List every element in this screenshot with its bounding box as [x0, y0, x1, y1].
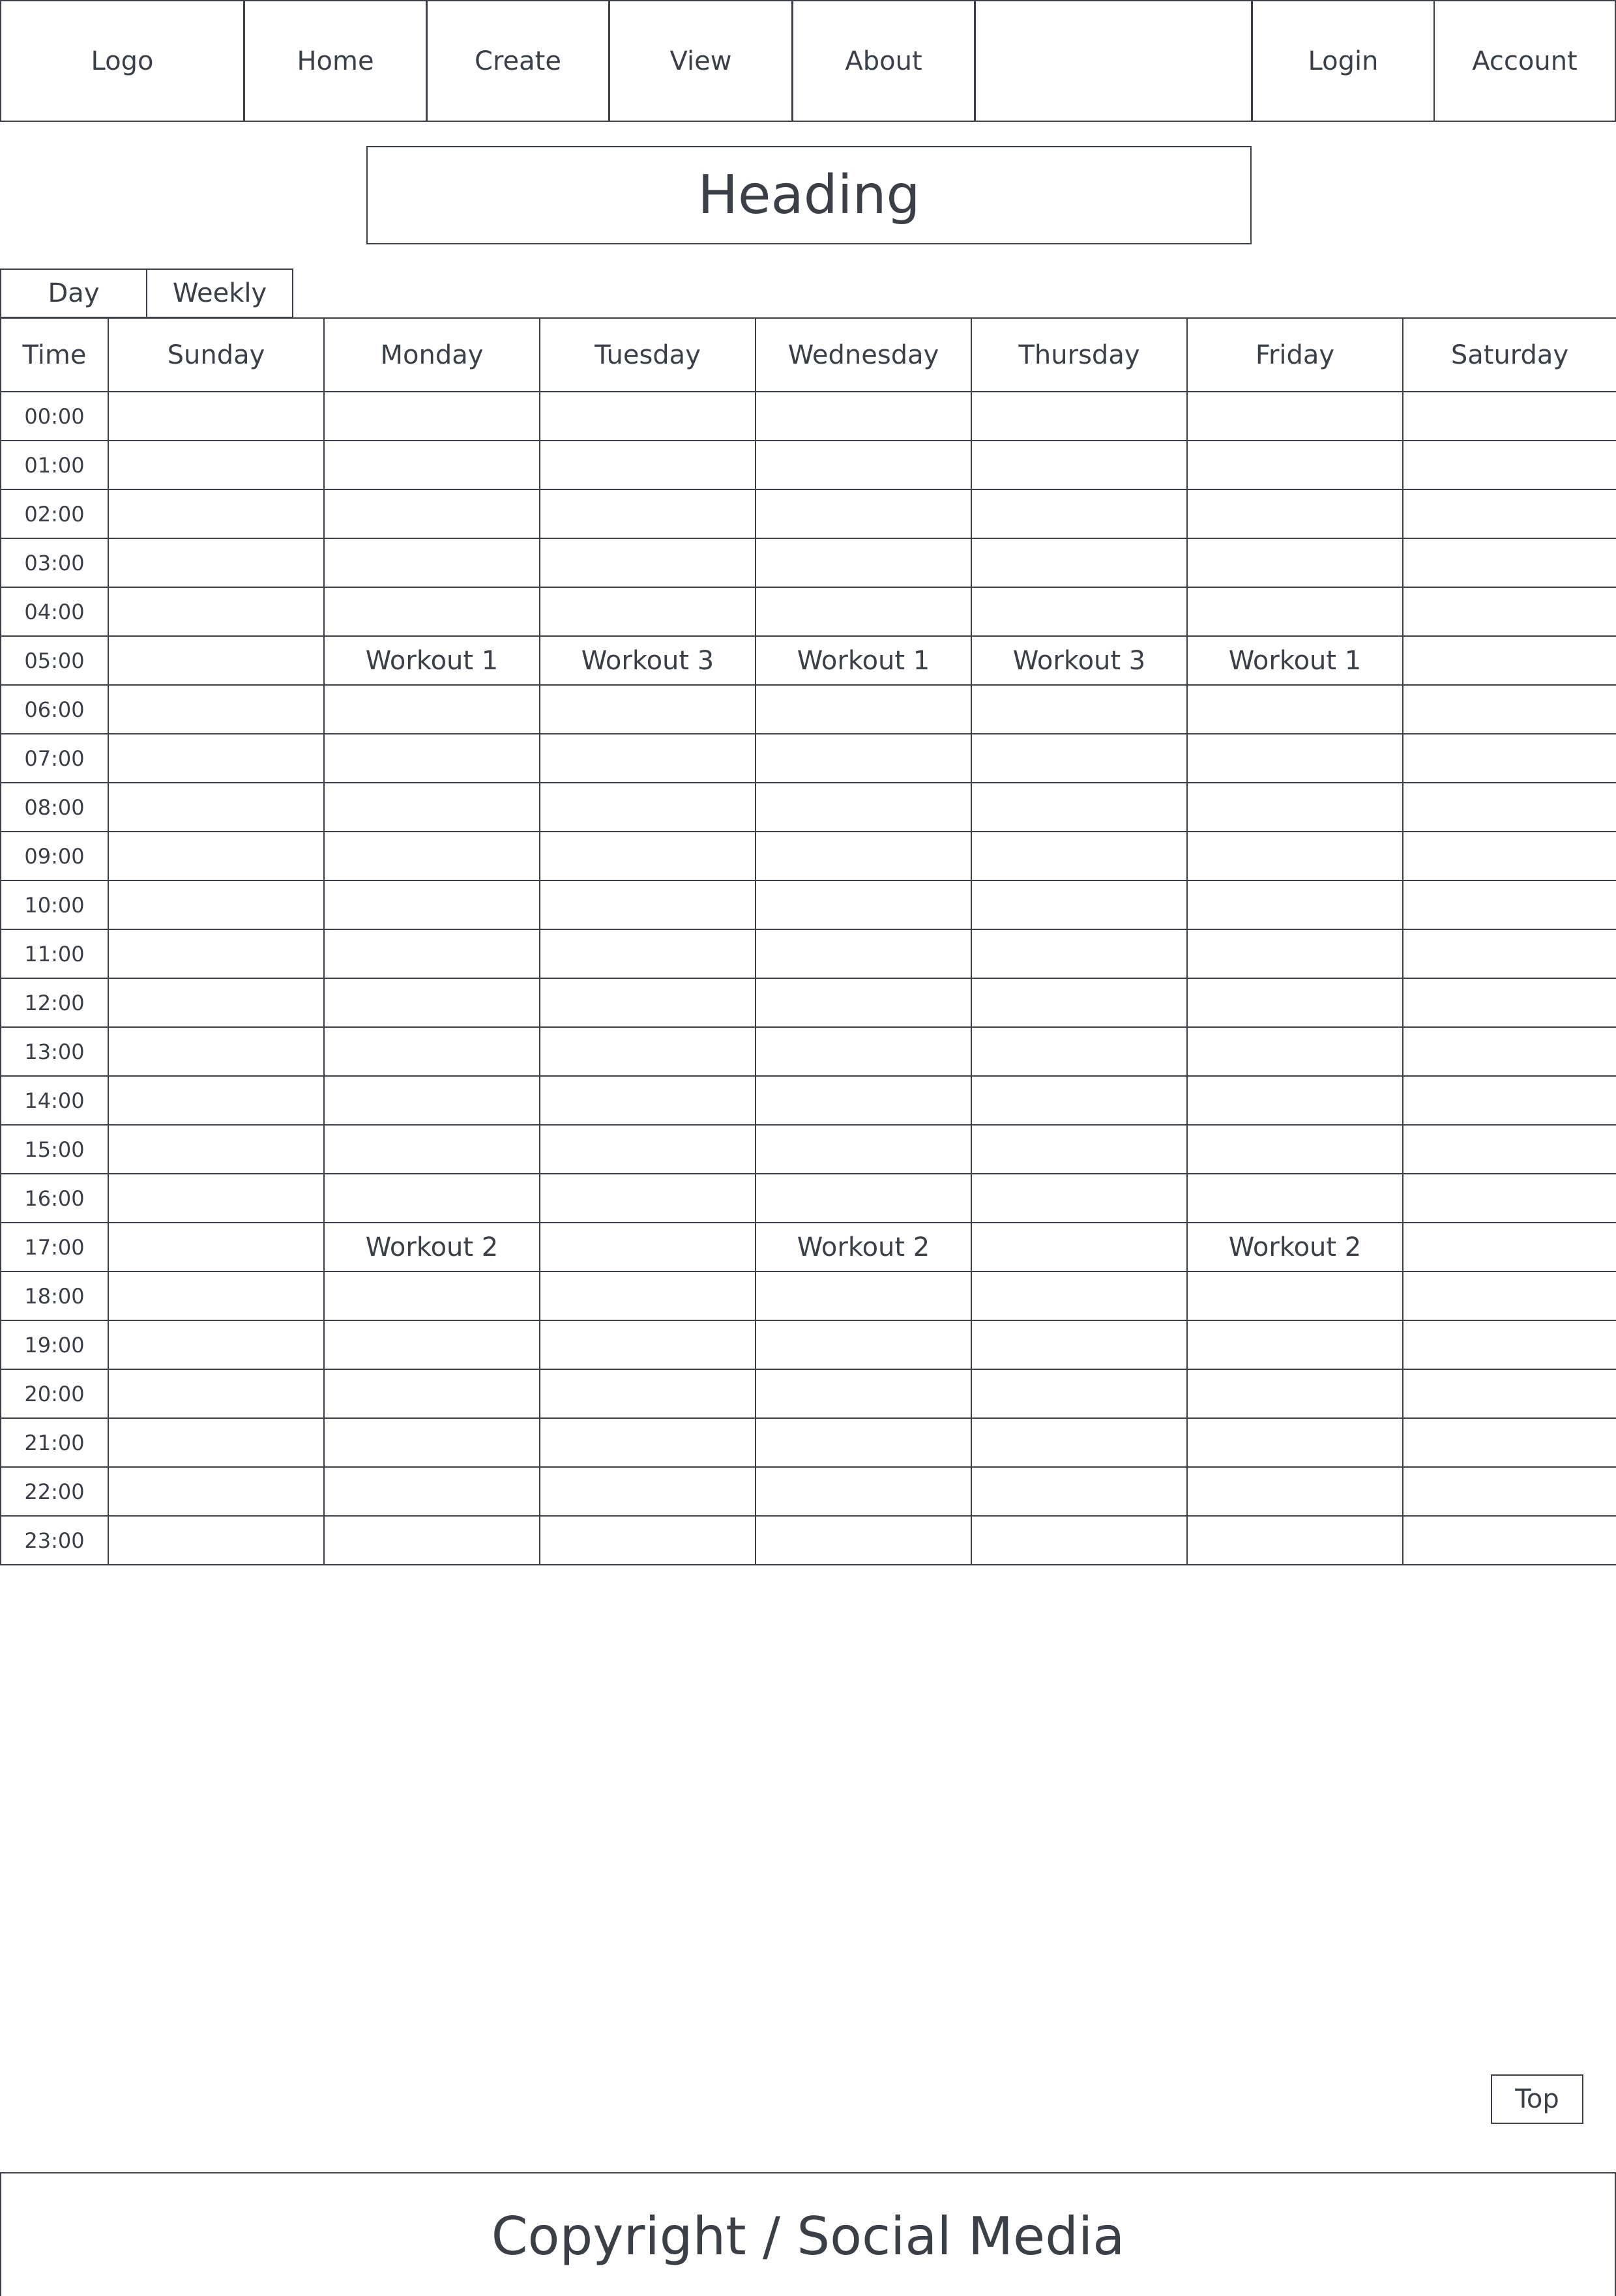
time-cell: 02:00 [1, 489, 108, 538]
schedule-cell[interactable] [756, 392, 971, 441]
column-header-saturday: Saturday [1403, 318, 1616, 392]
schedule-cell[interactable] [540, 832, 756, 880]
schedule-cell[interactable] [1403, 441, 1616, 489]
schedule-cell[interactable] [108, 441, 324, 489]
schedule-cell[interactable] [108, 734, 324, 783]
schedule-cell[interactable] [324, 832, 540, 880]
schedule-cell[interactable] [324, 1467, 540, 1516]
schedule-cell[interactable] [108, 929, 324, 978]
nav-account[interactable]: Account [1433, 0, 1616, 122]
footer: Copyright / Social Media [0, 2172, 1616, 2296]
logo[interactable]: Logo [0, 0, 244, 122]
schedule-cell[interactable] [756, 1369, 971, 1418]
nav-login[interactable]: Login [1252, 0, 1435, 122]
schedule-cell[interactable] [756, 587, 971, 636]
schedule-cell[interactable] [1187, 685, 1403, 734]
schedule-cell[interactable] [108, 783, 324, 832]
schedule-cell[interactable] [324, 978, 540, 1027]
schedule-cell[interactable] [1187, 1125, 1403, 1174]
schedule-cell[interactable] [1187, 1272, 1403, 1320]
table-header-row [1, 318, 1616, 392]
schedule-cell[interactable]: Workout 2 [324, 1223, 540, 1272]
schedule-cell[interactable] [540, 489, 756, 538]
schedule-cell[interactable] [324, 1516, 540, 1565]
schedule-cell[interactable] [540, 783, 756, 832]
schedule-cell[interactable]: Workout 2 [1187, 1223, 1403, 1272]
schedule-cell[interactable] [1187, 1467, 1403, 1516]
schedule-cell[interactable] [971, 587, 1187, 636]
table-row [1, 392, 1616, 441]
table-row [1, 783, 1616, 832]
schedule-cell[interactable] [756, 1272, 971, 1320]
schedule-cell[interactable] [324, 441, 540, 489]
page-title: Heading [366, 146, 1252, 244]
schedule-cell[interactable] [108, 1174, 324, 1223]
schedule-cell[interactable] [1187, 392, 1403, 441]
schedule-cell[interactable] [108, 489, 324, 538]
schedule-cell[interactable] [108, 880, 324, 929]
column-header-wednesday: Wednesday [756, 318, 971, 392]
time-cell: 05:00 [1, 636, 108, 685]
schedule-cell[interactable] [324, 587, 540, 636]
table-row [1, 978, 1616, 1027]
time-cell: 08:00 [1, 783, 108, 832]
schedule-cell[interactable] [971, 734, 1187, 783]
schedule-cell[interactable] [540, 1174, 756, 1223]
schedule-cell[interactable] [756, 978, 971, 1027]
schedule-cell[interactable] [1187, 783, 1403, 832]
schedule-cell[interactable] [108, 1027, 324, 1076]
schedule-cell[interactable] [540, 978, 756, 1027]
schedule-cell[interactable] [108, 1272, 324, 1320]
schedule-cell[interactable] [324, 1418, 540, 1467]
schedule-cell[interactable] [540, 1467, 756, 1516]
table-row [1, 685, 1616, 734]
table-row [1, 1174, 1616, 1223]
back-to-top-button[interactable]: Top [1491, 2074, 1583, 2124]
schedule-cell[interactable] [540, 685, 756, 734]
time-cell: 15:00 [1, 1125, 108, 1174]
schedule-cell[interactable] [971, 1174, 1187, 1223]
schedule-cell[interactable] [1403, 1174, 1616, 1223]
schedule-cell[interactable] [756, 880, 971, 929]
schedule-cell[interactable] [1403, 538, 1616, 587]
schedule-cell[interactable] [756, 783, 971, 832]
time-cell: 19:00 [1, 1320, 108, 1369]
nav-create[interactable]: Create [426, 0, 610, 122]
schedule-cell[interactable] [971, 1369, 1187, 1418]
time-cell: 22:00 [1, 1467, 108, 1516]
nav-view[interactable]: View [609, 0, 793, 122]
schedule-cell[interactable] [1403, 1418, 1616, 1467]
table-row [1, 441, 1616, 489]
table-row [1, 538, 1616, 587]
weekly-schedule-table [0, 317, 1616, 1565]
schedule-cell[interactable]: Workout 1 [756, 636, 971, 685]
nav-spacer [975, 0, 1252, 122]
schedule-cell[interactable] [1187, 489, 1403, 538]
time-cell: 03:00 [1, 538, 108, 587]
schedule-cell[interactable] [108, 1223, 324, 1272]
table-row [1, 1125, 1616, 1174]
schedule-cell[interactable] [756, 489, 971, 538]
column-header-sunday: Sunday [108, 318, 324, 392]
schedule-cell[interactable] [108, 978, 324, 1027]
schedule-cell[interactable]: Workout 1 [1187, 636, 1403, 685]
schedule-cell[interactable] [540, 1418, 756, 1467]
schedule-cell[interactable] [108, 587, 324, 636]
table-row [1, 587, 1616, 636]
table-row [1, 1272, 1616, 1320]
column-header-monday: Monday [324, 318, 540, 392]
schedule-cell[interactable] [756, 441, 971, 489]
schedule-cell[interactable] [1187, 1418, 1403, 1467]
schedule-cell[interactable] [756, 734, 971, 783]
time-cell: 21:00 [1, 1418, 108, 1467]
schedule-cell[interactable] [971, 1516, 1187, 1565]
table-row [1, 880, 1616, 929]
time-cell: 04:00 [1, 587, 108, 636]
schedule-cell[interactable] [756, 1027, 971, 1076]
schedule-cell[interactable] [108, 1125, 324, 1174]
schedule-cell[interactable]: Workout 1 [324, 636, 540, 685]
nav-about[interactable]: About [792, 0, 975, 122]
schedule-cell[interactable] [756, 1418, 971, 1467]
time-cell: 10:00 [1, 880, 108, 929]
schedule-cell[interactable] [108, 538, 324, 587]
schedule-cell[interactable] [1187, 929, 1403, 978]
table-row [1, 929, 1616, 978]
schedule-cell[interactable] [540, 1125, 756, 1174]
schedule-cell[interactable] [324, 1076, 540, 1125]
schedule-cell[interactable] [324, 1320, 540, 1369]
time-cell: 09:00 [1, 832, 108, 880]
schedule-cell[interactable] [108, 1467, 324, 1516]
schedule-cell[interactable] [1403, 880, 1616, 929]
schedule-cell[interactable] [756, 1125, 971, 1174]
schedule-cell[interactable] [971, 441, 1187, 489]
schedule-cell[interactable] [1403, 1320, 1616, 1369]
schedule-cell[interactable] [756, 685, 971, 734]
schedule-cell[interactable] [108, 1418, 324, 1467]
schedule-cell[interactable] [1187, 832, 1403, 880]
schedule-cell[interactable] [540, 1272, 756, 1320]
schedule-cell[interactable] [324, 929, 540, 978]
time-cell: 17:00 [1, 1223, 108, 1272]
tab-day[interactable]: Day [0, 269, 147, 318]
schedule-cell[interactable] [1187, 734, 1403, 783]
nav-home[interactable]: Home [244, 0, 427, 122]
schedule-cell[interactable] [971, 1076, 1187, 1125]
schedule-cell[interactable] [1403, 929, 1616, 978]
schedule-cell[interactable] [1403, 1027, 1616, 1076]
schedule-cell[interactable] [324, 1272, 540, 1320]
schedule-cell[interactable] [324, 392, 540, 441]
column-header-tuesday: Tuesday [540, 318, 756, 392]
schedule-cell[interactable] [756, 1076, 971, 1125]
time-cell: 12:00 [1, 978, 108, 1027]
schedule-cell[interactable] [1187, 538, 1403, 587]
schedule-cell[interactable] [1187, 880, 1403, 929]
table-row [1, 1369, 1616, 1418]
schedule-cell[interactable] [540, 1027, 756, 1076]
schedule-cell[interactable] [1187, 1516, 1403, 1565]
schedule-cell[interactable] [540, 587, 756, 636]
time-cell: 06:00 [1, 685, 108, 734]
schedule-cell[interactable] [971, 489, 1187, 538]
schedule-cell[interactable] [1403, 489, 1616, 538]
table-row [1, 734, 1616, 783]
schedule-cell[interactable] [1187, 1076, 1403, 1125]
schedule-cell[interactable] [1403, 1467, 1616, 1516]
schedule-cell[interactable] [1403, 1076, 1616, 1125]
column-header-friday: Friday [1187, 318, 1403, 392]
schedule-cell[interactable] [971, 880, 1187, 929]
schedule-cell[interactable] [1403, 783, 1616, 832]
schedule-cell[interactable] [971, 685, 1187, 734]
schedule-cell[interactable] [540, 1369, 756, 1418]
schedule-cell[interactable] [324, 1125, 540, 1174]
schedule-cell[interactable] [971, 1125, 1187, 1174]
schedule-cell[interactable] [1403, 978, 1616, 1027]
schedule-cell[interactable] [540, 441, 756, 489]
schedule-cell[interactable] [756, 832, 971, 880]
schedule-cell[interactable] [1403, 1125, 1616, 1174]
schedule-cell[interactable] [971, 1467, 1187, 1516]
time-cell: 16:00 [1, 1174, 108, 1223]
schedule-cell[interactable] [1403, 734, 1616, 783]
schedule-cell[interactable] [1187, 441, 1403, 489]
schedule-cell[interactable] [1403, 1516, 1616, 1565]
schedule-cell[interactable] [1403, 392, 1616, 441]
schedule-cell[interactable] [324, 880, 540, 929]
schedule-cell[interactable] [108, 1320, 324, 1369]
schedule-cell[interactable] [1403, 587, 1616, 636]
schedule-cell[interactable] [971, 1223, 1187, 1272]
schedule-cell[interactable] [1403, 1272, 1616, 1320]
schedule-cell[interactable] [756, 929, 971, 978]
schedule-cell[interactable] [756, 1467, 971, 1516]
schedule-cell[interactable] [1187, 587, 1403, 636]
schedule-cell[interactable] [540, 929, 756, 978]
schedule-cell[interactable] [540, 1076, 756, 1125]
schedule-cell[interactable] [324, 489, 540, 538]
schedule-cell[interactable] [108, 636, 324, 685]
schedule-cell[interactable] [971, 929, 1187, 978]
table-row [1, 1467, 1616, 1516]
schedule-cell[interactable] [756, 1516, 971, 1565]
table-row [1, 489, 1616, 538]
time-cell: 00:00 [1, 392, 108, 441]
schedule-cell[interactable] [971, 832, 1187, 880]
tab-weekly[interactable]: Weekly [146, 269, 293, 318]
schedule-cell[interactable] [1187, 978, 1403, 1027]
schedule-cell[interactable] [540, 734, 756, 783]
schedule-cell[interactable] [540, 1223, 756, 1272]
time-cell: 01:00 [1, 441, 108, 489]
schedule-cell[interactable] [1187, 1320, 1403, 1369]
schedule-cell[interactable] [324, 734, 540, 783]
schedule-cell[interactable] [1403, 1369, 1616, 1418]
schedule-cell[interactable] [971, 392, 1187, 441]
schedule-cell[interactable] [971, 978, 1187, 1027]
schedule-cell[interactable] [756, 1320, 971, 1369]
schedule-cell[interactable] [324, 1027, 540, 1076]
schedule-cell[interactable] [108, 1076, 324, 1125]
schedule-cell[interactable] [1403, 636, 1616, 685]
schedule-cell[interactable] [971, 1272, 1187, 1320]
table-row [1, 1516, 1616, 1565]
schedule-cell[interactable] [108, 1369, 324, 1418]
schedule-cell[interactable] [324, 1369, 540, 1418]
time-cell: 18:00 [1, 1272, 108, 1320]
schedule-cell[interactable] [540, 1516, 756, 1565]
table-row [1, 1223, 1616, 1272]
schedule-cell[interactable] [1403, 685, 1616, 734]
schedule-cell[interactable]: Workout 2 [756, 1223, 971, 1272]
table-row [1, 636, 1616, 685]
schedule-cell[interactable] [756, 1174, 971, 1223]
schedule-cell[interactable] [971, 1418, 1187, 1467]
schedule-cell[interactable] [1403, 1223, 1616, 1272]
schedule-cell[interactable] [971, 1320, 1187, 1369]
schedule-cell[interactable] [108, 832, 324, 880]
schedule-cell[interactable] [324, 685, 540, 734]
schedule-cell[interactable] [1187, 1174, 1403, 1223]
column-header-thursday: Thursday [971, 318, 1187, 392]
schedule-cell[interactable] [540, 392, 756, 441]
schedule-cell[interactable] [324, 538, 540, 587]
schedule-cell[interactable] [108, 392, 324, 441]
table-row [1, 832, 1616, 880]
schedule-cell[interactable] [324, 783, 540, 832]
schedule-cell[interactable] [108, 685, 324, 734]
schedule-cell[interactable] [324, 1174, 540, 1223]
schedule-cell[interactable] [971, 783, 1187, 832]
schedule-cell[interactable]: Workout 3 [540, 636, 756, 685]
schedule-cell[interactable] [540, 880, 756, 929]
column-header-time: Time [1, 318, 108, 392]
time-cell: 11:00 [1, 929, 108, 978]
table-row [1, 1418, 1616, 1467]
schedule-cell[interactable]: Workout 3 [971, 636, 1187, 685]
schedule-cell[interactable] [1403, 832, 1616, 880]
schedule-cell[interactable] [971, 1027, 1187, 1076]
schedule-cell[interactable] [108, 1516, 324, 1565]
time-cell: 07:00 [1, 734, 108, 783]
time-cell: 13:00 [1, 1027, 108, 1076]
time-cell: 20:00 [1, 1369, 108, 1418]
table-row [1, 1076, 1616, 1125]
schedule-cell[interactable] [756, 538, 971, 587]
table-row [1, 1320, 1616, 1369]
schedule-cell[interactable] [1187, 1027, 1403, 1076]
schedule-cell[interactable] [540, 1320, 756, 1369]
table-row [1, 1027, 1616, 1076]
schedule-cell[interactable] [1187, 1369, 1403, 1418]
schedule-cell[interactable] [540, 538, 756, 587]
time-cell: 14:00 [1, 1076, 108, 1125]
time-cell: 23:00 [1, 1516, 108, 1565]
schedule-cell[interactable] [971, 538, 1187, 587]
